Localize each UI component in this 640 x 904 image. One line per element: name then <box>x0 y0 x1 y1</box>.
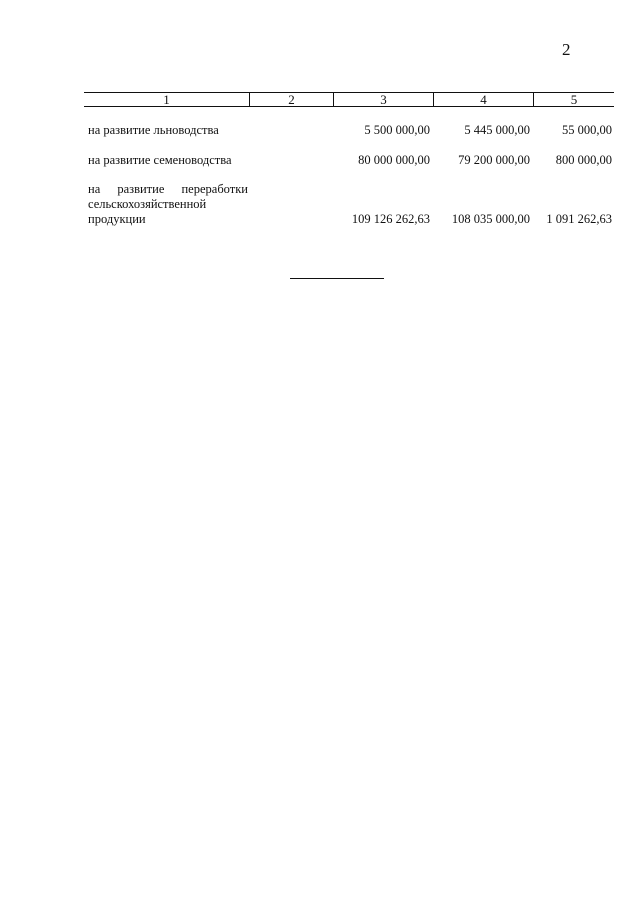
row-name-line: на развитие переработки <box>88 182 248 196</box>
row-value-col4: 79 200 000,00 <box>458 153 530 167</box>
row-name-line: на развитие льноводства <box>88 123 219 137</box>
row-value-col3: 80 000 000,00 <box>358 153 430 167</box>
row-value-col5: 1 091 262,63 <box>546 212 612 226</box>
row-name <box>88 153 248 168</box>
table-header-row <box>84 92 614 107</box>
table-row <box>84 182 614 230</box>
table-row <box>84 123 614 139</box>
row-name-line: сельскохозяйственной <box>88 197 207 211</box>
page-number: 2 <box>562 40 571 59</box>
row-name <box>88 182 248 227</box>
row-name-line: продукции <box>88 212 146 226</box>
row-value-col3: 109 126 262,63 <box>351 212 430 226</box>
row-value-col4: 108 035 000,00 <box>451 212 530 226</box>
row-name-line: на развитие семеноводства <box>88 153 232 167</box>
header-cell-2: 2 <box>250 93 334 106</box>
row-value-col4: 5 445 000,00 <box>464 123 530 137</box>
header-cell-3: 3 <box>334 93 434 106</box>
row-value-col5: 800 000,00 <box>555 153 612 167</box>
table-row <box>84 153 614 169</box>
row-value-col5: 55 000,00 <box>562 123 612 137</box>
header-cell-5: 5 <box>570 92 578 107</box>
header-cell-1: 1 <box>84 93 250 106</box>
row-value-col3: 5 500 000,00 <box>364 123 430 137</box>
row-name <box>88 123 248 138</box>
end-of-document-line <box>290 278 384 279</box>
header-cell-4: 4 <box>434 93 534 106</box>
